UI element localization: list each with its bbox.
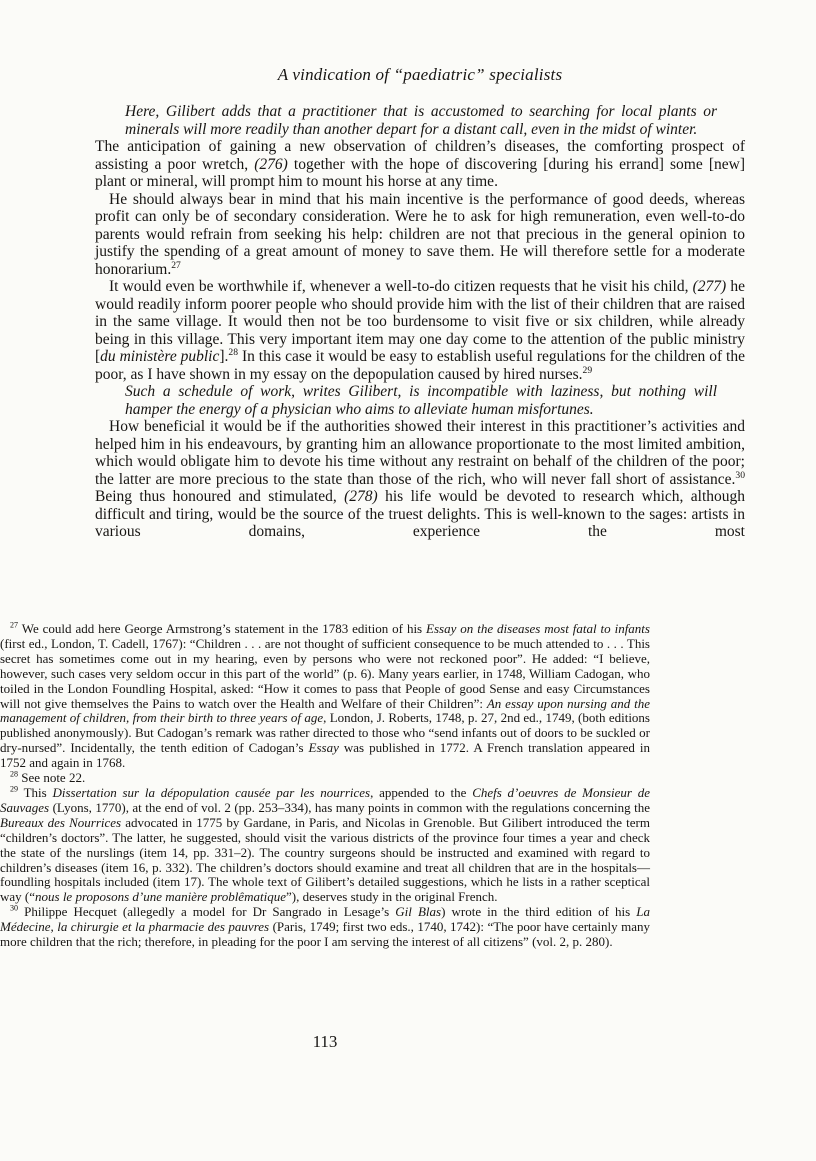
page-number: 113 [312,1032,338,1051]
footnote-marker: 27 [10,620,19,630]
text-run: advocated in 1775 by Gardane, in Paris, and Nicolas in Grenoble. But Gilibert introduced the term “children’s doctors”. The latter, he suggested, should visit the various districts of the province four times a year and check the state of the nurslings (item 14, pp. 331–2). The country surgeons should be instructed and examined with regard to children’s diseases (item 16, p. 332). The children’s doctors should examine and treat all children that are in the hospitals—foundling hospitals included (item 17). The whole text of Gilibert’s detailed suggestions, which he lists in a rather sceptical way (“ [0,814,651,905]
text-run: Gil Blas [395,904,442,920]
text-run: Such a schedule of work, writes Gilibert, is incompatible with laziness, but nothing will hamper the energy of a physician who aims to alleviate human misfortunes. [125,383,717,418]
text-run: Here, Gilibert adds that a practitioner that is accustomed to searching for local plants or minerals will more readily than another depart for a distant call, even in the midst of winter. [125,103,717,138]
footnote-marker: 28 [10,769,19,779]
text-run: We could add here George Armstrong’s statement in the 1783 edition of his [18,621,427,636]
text-run: Bureaux des Nourrices [0,814,122,830]
text-run: , London, J. Roberts, 1748, p. 27, 2nd ed., 1749, (both editions published anonymously). But Cadogan’s remark was rather directed to those who “send infants out of doors to be suckled or dry-nursed”. Incidentally, the tenth edition of Cadogan’s [0,710,650,756]
text-run: together with the hope of discovering [during his errand] some [new] plant or mineral, will prompt him to mount his horse at any time. [95,155,746,190]
text-run: (277) [692,278,727,295]
text-run: Dissertation sur la dépopulation causée par les nourrices [52,784,371,800]
text-run: How beneficial it would be if the authorities showed their interest in this practitioner’s activities and helped him in his endeavours, by granting him an allowance proportionate to the most limited ambition, which would obligate him to devote his time without any restraint on behalf of the children of the poor; the latter are more precious to the state than those of the rich, who will never fall short of assistance. [95,418,745,488]
paragraph-incentive [95,191,745,279]
text-run: He should always bear in mind that his main incentive is the performance of good deeds, whereas profit can only be of secondary consideration. Were he to ask for high remuneration, even well-to-do parents would refrain from seeking his help: children are not that precious in the general opinion to justify the spending of a great amount of money to save them. He will therefore settle for a moderate honorarium. [95,190,745,278]
text-run: This [18,784,53,800]
block-quote-gilibert-plants [125,103,717,138]
footnote-29 [0,786,650,905]
footnote-27 [0,622,650,771]
text-run: Essay on the diseases most fatal to infants [426,621,650,636]
text-run: An essay upon nursing and the management of children, from their birth to three years of age [0,695,650,726]
text-run: his life would be devoted to research which, although difficult and tiring, would be the source of the truest delights. This is well-known to the sages: artists in various domains, experience the most [95,488,745,540]
footnote-marker: 30 [10,903,19,913]
footnote-30 [0,905,650,950]
footnote-marker: 28 [228,346,239,358]
text-run: It would even be worthwhile if, whenever a well-to-do citizen requests that he visit his child, [109,278,693,295]
footnote-marker: 29 [10,784,19,794]
text-run: , appended to the [370,784,473,800]
footnote-marker: 30 [735,469,745,481]
paragraph-visits [95,278,745,383]
paragraph-authorities [95,418,745,541]
footnote-28 [0,771,650,786]
body-text [95,103,745,541]
text-run: ”), deserves study in the original French. [285,889,498,905]
text-run: (Lyons, 1770), at the end of vol. 2 (pp. 253–334), has many points in common with the regulations concerning the [49,799,650,815]
text-run: (278) [344,488,378,505]
text-run: In this case it would be easy to establish useful regulations for the children of the poor, as I have shown in my essay on the depopulation caused by hired nurses. [95,348,745,383]
text-run: (first ed., London, T. Cadell, 1767): “Children . . . are not thought of sufficient consequence to be much attended to . . . This secret has sometimes come out in my hearing, even by persons who were not reckoned poor”. He added: “I believe, however, such cases very seldom occur in this part of the world” (p. 6). Many years earlier, in 1748, William Cadogan, who toiled in the London Foundling Hospital, asked: “How it comes to pass that People of good Sense and easy Circumstances will not give themselves the Pains to watch over the Health and Welfare of their Children”: [0,635,650,711]
footnote-marker: 27 [171,259,181,271]
article-running-title: A vindication of “paediatric” specialists [277,65,563,84]
text-run: See note 22. [18,770,86,786]
footnotes-section [0,622,650,950]
text-run: (Paris, 1749; first two eds., 1740, 1742): “The poor have certainly many more children that the rich; therefore, in pleading for the poor I am serving the interest of all citizens” (vol. 2, p. 280). [0,919,650,950]
text-run: Essay [308,740,339,756]
text-run: Being thus honoured and stimulated, [95,488,345,505]
block-quote-schedule [125,383,717,418]
text-run: he would readily inform poorer people who should provide him with the list of their children that are raised in the same village. It would then not be too burdensome to visit five or six children, while already being in this village. This very important item may one day come to the attention of the public ministry [ [95,278,745,365]
text-run: was published in 1772. A French translation appeared in 1752 and again in 1768. [0,740,650,771]
text-column [95,0,745,541]
text-run: nous le proposons d’une manière problêmatique [35,889,286,905]
text-run: ) wrote in the third edition of his [441,904,637,920]
text-run: du ministère public [100,348,220,365]
text-run: The anticipation of gaining a new observation of children’s diseases, the comforting prospect of assisting a poor wretch, [95,138,745,173]
text-run: La Médecine, la chirurgie et la pharmacie des pauvres [0,904,650,935]
footnote-marker: 29 [582,364,593,376]
text-run: Philippe Hecquet (allegedly a model for Dr Sangrado in Lesage’s [18,904,396,920]
text-run: (276) [254,155,288,173]
text-run: ]. [219,348,229,365]
paragraph-anticipation [95,138,745,191]
text-run: Chefs d’oeuvres de Monsieur de Sauvages [0,784,650,815]
